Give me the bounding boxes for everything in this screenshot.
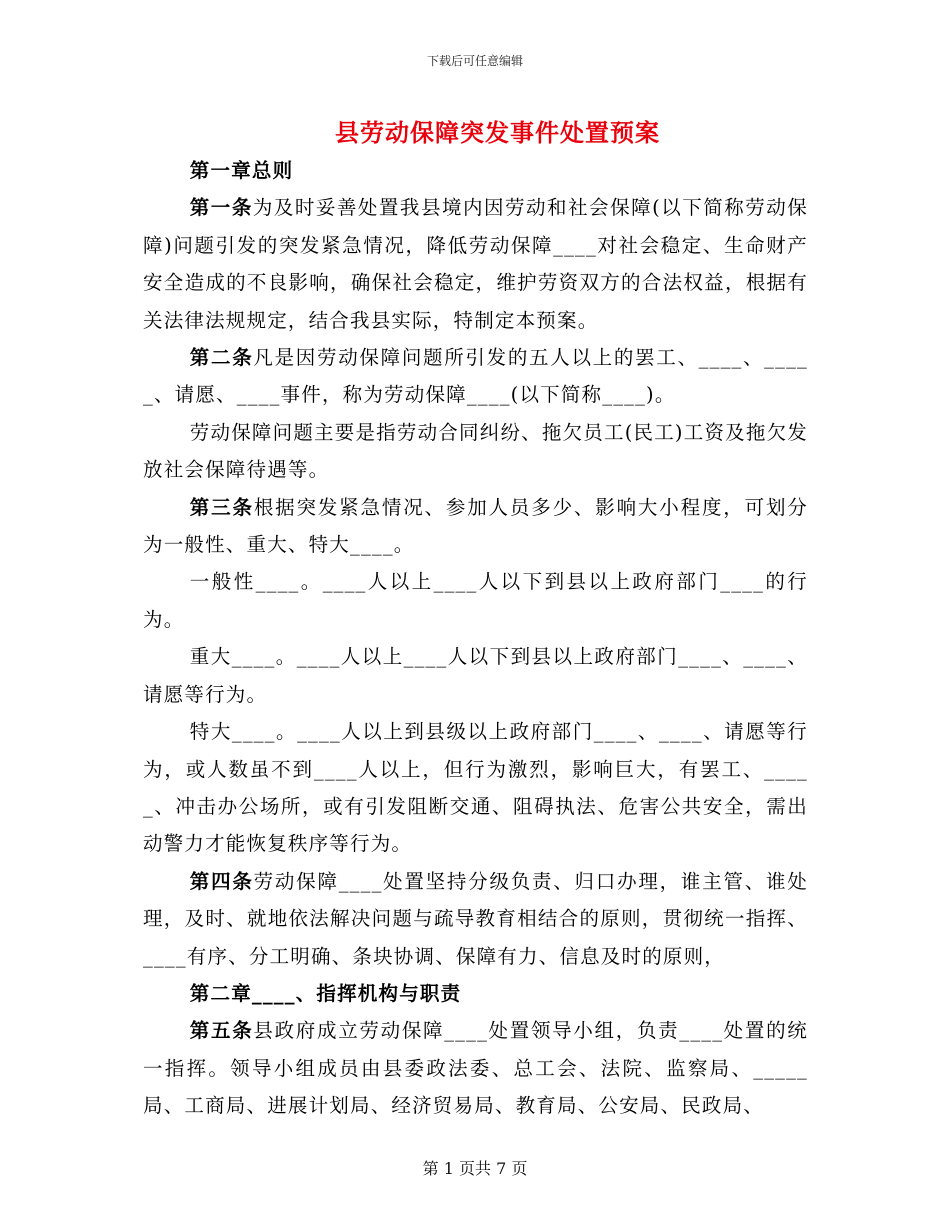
chapter-heading: 第一章总则 — [189, 159, 294, 182]
body-paragraph: 重大____。____人以上____人以下到县以上政府部门____、____、请愿等行为。 — [143, 645, 808, 706]
article-label: 第一条 — [189, 196, 253, 220]
article-label: 第二条 — [189, 346, 254, 370]
article-text: 凡是因劳动保障问题所引发的五人以上的罢工、____、_____、请愿、____事件，称为劳动保障____(以下简称____)。 — [143, 346, 808, 407]
article-text: 县政府成立劳动保障____处置领导小组，负责____处置的统一指挥。领导小组成员由县委政法委、总工会、法院、监察局、_____局、工商局、进展计划局、经济贸易局、教育局、公安局、民政局、 — [143, 1019, 808, 1118]
document-title: 县劳动保障突发事件处置预案 — [335, 118, 660, 147]
page-footer: 第 1 页共 7 页 — [422, 1159, 528, 1178]
article-label: 第五条 — [189, 1019, 254, 1043]
article-label: 第四条 — [189, 869, 254, 893]
article-paragraph — [143, 489, 808, 564]
article-paragraph — [143, 339, 808, 414]
article-label: 第三条 — [189, 495, 254, 519]
article-text: 根据突发紧急情况、参加人员多少、影响大小程度，可划分为一般性、重大、特大____。 — [143, 495, 809, 557]
body-paragraph: 劳动保障问题主要是指劳动合同纠纷、拖欠员工(民工)工资及拖欠发放社会保障待遇等。 — [143, 420, 808, 482]
chapter-heading: 第二章____、指挥机构与职责 — [189, 981, 462, 1005]
article-text: 为及时妥善处置我县境内因劳动和社会保障(以下简称劳动保障)问题引发的突发紧急情况，降低劳动保障____对社会稳定、生命财产安全造成的不良影响，确保社会稳定，维护劳资双方的合法权益，根据有关法律法规规定，结合我县实际，特制定本预案。 — [143, 196, 808, 332]
article-text: 劳动保障____处置坚持分级负责、归口办理，谁主管、谁处理，及时、就地依法解决问题与疏导教育相结合的原则，贯彻统一指挥、____有序、分工明确、条块协调、保障有力、信息及时的原则， — [143, 869, 808, 968]
article-paragraph — [143, 1012, 808, 1124]
document-body — [143, 152, 808, 1125]
body-paragraph: 一般性____。____人以上____人以下到县以上政府部门____的行为。 — [143, 570, 808, 631]
body-paragraph: 特大____。____人以上到县级以上政府部门____、____、请愿等行为，或人数虽不到____人以上，但行为激烈，影响巨大，有罢工、_____、冲击办公场所，或有引发阻断交通、阻碍执法、危害公共安全，需出动警力才能恢复秩序等行为。 — [143, 720, 808, 856]
article-paragraph — [143, 863, 808, 975]
page-header-note: 下载后可任意编辑 — [426, 54, 523, 68]
article-paragraph — [143, 189, 808, 339]
